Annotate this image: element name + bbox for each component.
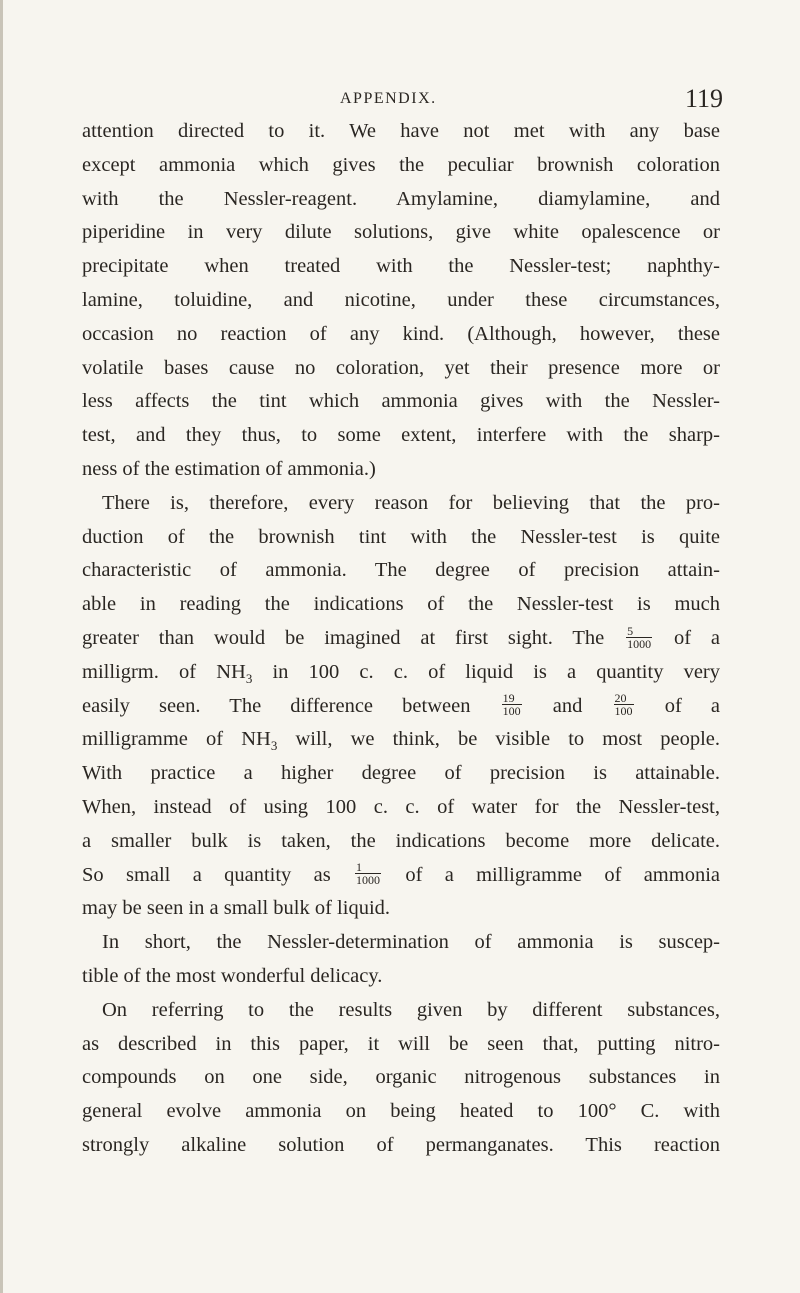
text-line: piperidine in very dilute solutions, give white opalescence or xyxy=(82,221,720,244)
fraction xyxy=(614,692,634,717)
text-line: duction of the brownish tint with the Nessler-test is quite xyxy=(82,525,720,548)
text-line: tible of the most wonderful delicacy. xyxy=(82,964,383,987)
text-line: strongly alkaline solution of permanganates. This reaction xyxy=(82,1133,720,1156)
text-line: test, and they thus, to some extent, interfere with the sharp- xyxy=(82,424,720,447)
text-line: lamine, toluidine, and nicotine, under these circumstances, xyxy=(82,288,720,311)
body-text xyxy=(82,115,720,1163)
text-line xyxy=(82,656,720,690)
text-segment: and xyxy=(552,694,583,717)
text-line: with the Nessler-reagent. Amylamine, diamylamine, and xyxy=(82,187,720,210)
text-line: On referring to the results given by different substances, xyxy=(102,998,720,1021)
text-line: There is, therefore, every reason for believing that the pro- xyxy=(102,491,720,514)
fraction-denominator: 1000 xyxy=(627,636,652,651)
text-segment: milligrm. of NH xyxy=(82,660,246,683)
text-line: In short, the Nessler-determination of ammonia is suscep- xyxy=(102,931,720,954)
subscript: 3 xyxy=(270,738,278,754)
fraction xyxy=(355,861,381,886)
fraction-numerator: 19 xyxy=(502,692,522,705)
text-segment: will, we think, be visible to most people. xyxy=(295,728,721,751)
text-line xyxy=(82,622,720,656)
text-line: When, instead of using 100 c. c. of water for the Nessler-test, xyxy=(82,795,720,818)
fraction-denominator: 1000 xyxy=(356,873,380,888)
fraction-denominator: 100 xyxy=(502,704,521,719)
fraction-numerator: 1 xyxy=(355,861,381,874)
running-title: APPENDIX. xyxy=(340,90,437,107)
text-line xyxy=(82,690,720,724)
text-segment: So small a quantity as xyxy=(82,863,331,886)
page-number: 119 xyxy=(685,84,724,113)
text-line: compounds on one side, organic nitrogenous substances in xyxy=(82,1066,720,1089)
text-line xyxy=(82,859,720,893)
text-line: attention directed to it. We have not met with any base xyxy=(82,120,720,142)
text-line: precipitate when treated with the Nessler-test; naphthy- xyxy=(82,255,720,278)
text-segment: greater than would be imagined at first sight. The xyxy=(82,626,605,649)
text-line: except ammonia which gives the peculiar brownish coloration xyxy=(82,153,720,176)
text-line: volatile bases cause no coloration, yet their presence more or xyxy=(82,356,720,379)
text-segment: easily seen. The difference between xyxy=(82,694,471,717)
running-head xyxy=(0,84,800,112)
text-segment: of a milligramme of ammonia xyxy=(405,863,720,886)
text-line: ness of the estimation of ammonia.) xyxy=(82,457,376,480)
text-segment: in 100 c. c. of liquid is a quantity very xyxy=(272,660,720,683)
text-segment: milligramme of NH xyxy=(82,728,271,751)
fraction xyxy=(626,625,652,650)
text-line: able in reading the indications of the Nessler-test is much xyxy=(82,593,720,616)
fraction-denominator: 100 xyxy=(614,704,633,719)
text-segment: of a xyxy=(673,626,721,649)
text-line: characteristic of ammonia. The degree of precision attain- xyxy=(82,559,720,582)
text-line xyxy=(82,723,720,757)
text-line: occasion no reaction of any kind. (Although, however, these xyxy=(82,322,720,345)
text-segment: of a xyxy=(664,694,721,717)
text-line: general evolve ammonia on being heated to 100° C. with xyxy=(82,1100,720,1123)
text-line: With practice a higher degree of precision is attainable. xyxy=(82,762,720,785)
page-edge xyxy=(0,0,3,1293)
text-line: may be seen in a small bulk of liquid. xyxy=(82,897,391,920)
fraction xyxy=(502,692,522,717)
subscript: 3 xyxy=(245,670,253,686)
fraction-numerator: 20 xyxy=(614,692,634,705)
text-line: less affects the tint which ammonia gives with the Nessler- xyxy=(82,390,720,413)
text-line: as described in this paper, it will be seen that, putting nitro- xyxy=(82,1032,720,1055)
text-line: a smaller bulk is taken, the indications become more delicate. xyxy=(82,829,720,852)
fraction-numerator: 5 xyxy=(626,625,652,638)
